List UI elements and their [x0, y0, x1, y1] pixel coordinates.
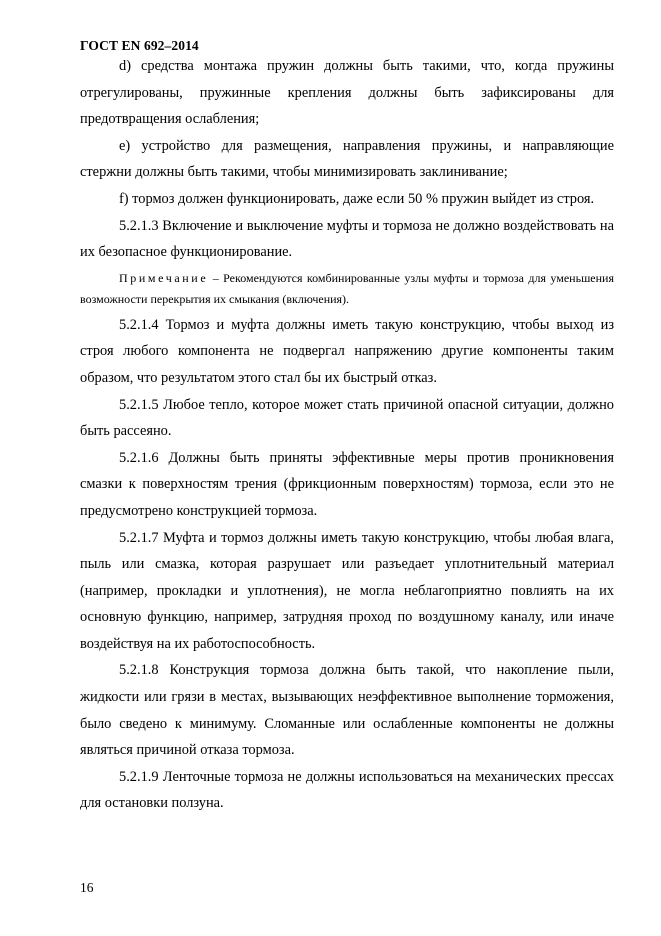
list-item-e: e) устройство для размещения, направления пружины, и направляющие стержни должны быть такими, чтобы минимизировать заклинивание; — [80, 137, 614, 181]
page-number: 16 — [80, 880, 94, 895]
document-header: ГОСТ EN 692–2014 — [80, 38, 199, 53]
clause-5-2-1-8: 5.2.1.8 Конструкция тормоза должна быть такой, что накопление пыли, жидкости или грязи в местах, вызывающих неэффективное выполнение торможения, было сведено к минимуму. Сломанные или ослабленные компоненты не должны являться причиной отказа тормоза. — [80, 662, 614, 759]
clause-5-2-1-9: 5.2.1.9 Ленточные тормоза не должны использоваться на механических прессах для остановки ползуна. — [80, 768, 614, 812]
clause-5-2-1-5: 5.2.1.5 Любое тепло, которое может стать причиной опасной ситуации, должно быть рассеяно. — [80, 396, 614, 440]
list-item-f: f) тормоз должен функционировать, даже если 50 % пружин выйдет из строя. — [119, 190, 595, 207]
clause-5-2-1-6: 5.2.1.6 Должны быть приняты эффективные меры против проникновения смазки к поверхностям трения (фрикционным поверхностям) тормоза, если это не предусмотрено конструкцией тормоза. — [80, 449, 614, 519]
clause-5-2-1-4: 5.2.1.4 Тормоз и муфта должны иметь такую конструкцию, чтобы выход из строя любого компонента не подвергал напряжению другие компоненты таким образом, что результатом этого стал бы их быстрый отказ. — [80, 316, 614, 386]
document-body — [80, 53, 614, 817]
note-label: Примечание — [119, 270, 209, 285]
list-item-d: d) средства монтажа пружин должны быть такими, что, когда пружины отрегулированы, пружинные крепления должны быть зафиксированы для предотвращения ослабления; — [80, 58, 614, 128]
note — [80, 268, 614, 310]
clause-5-2-1-3: 5.2.1.3 Включение и выключение муфты и тормоза не должно воздействовать на их безопасное функционирование. — [80, 217, 614, 261]
note-text: – Рекомендуются комбинированные узлы муфты и тормоза для уменьшения возможности перекрытия их смыкания (включения). — [80, 270, 614, 306]
clause-5-2-1-7: 5.2.1.7 Муфта и тормоз должны иметь такую конструкцию, чтобы любая влага, пыль или смазка, которая разрушает или разъедает уплотнительный материал (например, прокладки и уплотнения), не могла неблагоприятно повлиять на их основную функцию, например, затрудняя проход по воздушному каналу, или иначе воздействуя на их работоспособность. — [80, 529, 614, 652]
